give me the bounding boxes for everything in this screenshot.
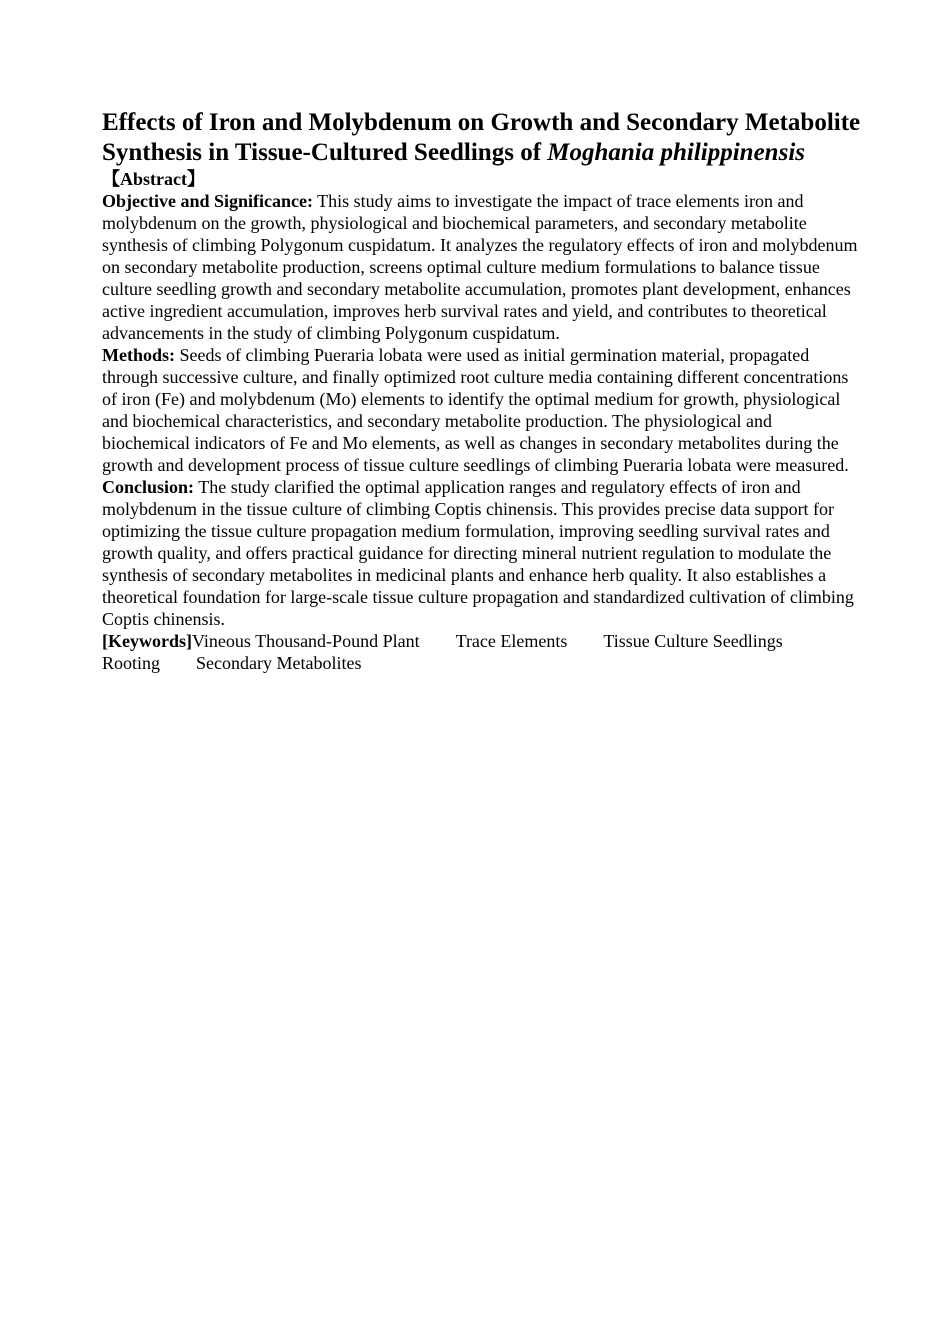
methods-paragraph xyxy=(102,344,862,476)
methods-label: Methods: xyxy=(102,345,175,365)
keyword-item: Vineous Thousand-Pound Plant xyxy=(191,631,420,651)
paper-title xyxy=(102,108,862,168)
keyword-item: Rooting xyxy=(102,653,161,673)
objective-paragraph xyxy=(102,190,862,344)
objective-label: Objective and Significance: xyxy=(102,191,313,211)
title-main: Effects of Iron and Molybdenum on Growth and Secondary Metabolite Synthesis in Tissue-Cultured Seedlings of xyxy=(102,109,861,166)
title-species: Moghania philippinensis xyxy=(547,139,805,166)
abstract-heading: 【Abstract】 xyxy=(102,169,205,189)
conclusion-paragraph xyxy=(102,476,862,630)
keyword-item: Secondary Metabolites xyxy=(196,653,362,673)
paper-page xyxy=(102,108,862,674)
conclusion-label: Conclusion: xyxy=(102,477,195,497)
conclusion-text: The study clarified the optimal application ranges and regulatory effects of iron and molybdenum in the tissue culture of climbing Coptis chinensis. This provides precise data support for optimizing the tissue culture propagation medium formulation, improving seedling survival rates and growth quality, and offers practical guidance for directing mineral nutrient regulation to modulate the synthesis of secondary metabolites in medicinal plants and enhance herb quality. It also establishes a theoretical foundation for large-scale tissue culture propagation and standardized cultivation of climbing Coptis chinensis. xyxy=(102,477,854,629)
keywords-label: [Keywords] xyxy=(102,631,192,651)
keyword-item: Tissue Culture Seedlings xyxy=(603,631,783,651)
objective-text: This study aims to investigate the impact of trace elements iron and molybdenum on the growth, physiological and biochemical parameters, and secondary metabolite synthesis of climbing Polygonum cuspidatum. It analyzes the regulatory effects of iron and molybdenum on secondary metabolite production, screens optimal culture medium formulations to balance tissue culture seedling growth and secondary metabolite accumulation, promotes plant development, enhances active ingredient accumulation, improves herb survival rates and yield, and contributes to theoretical advancements in the study of climbing Polygonum cuspidatum. xyxy=(102,191,858,343)
keyword-item: Trace Elements xyxy=(455,631,568,651)
keywords-paragraph xyxy=(102,630,862,674)
methods-text: Seeds of climbing Pueraria lobata were used as initial germination material, propagated through successive culture, and finally optimized root culture media containing different concentrations of iron (Fe) and molybdenum (Mo) elements to identify the optimal medium for growth, physiological and biochemical characteristics, and secondary metabolite production. The physiological and biochemical indicators of Fe and Mo elements, as well as changes in secondary metabolites during the growth and development process of tissue culture seedlings of climbing Pueraria lobata were measured. xyxy=(102,345,849,475)
